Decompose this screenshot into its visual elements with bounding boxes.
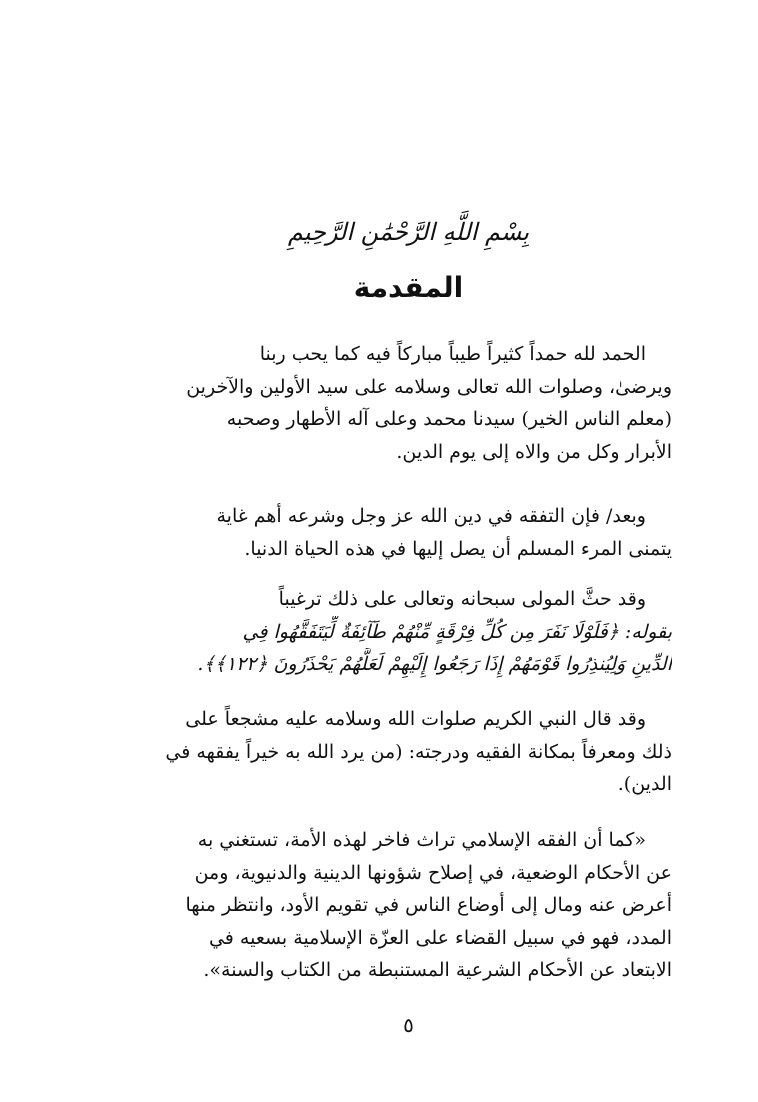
quran-verse-line: الدِّينِ وَلِيُنذِرُوا قَوْمَهُمْ إِذَا رَجَعُوا إِلَيْهِمْ لَعَلَّهُمْ يَحْذَرُونَ ﴿١٢٢﴾﴾. [197, 653, 672, 675]
page-title: المقدمة [353, 271, 464, 304]
page-number: ٥ [403, 1013, 414, 1037]
text-line: «كما أن الفقه الإسلامي تراث فاخر لهذه الأمة، تستغني به [197, 829, 646, 851]
text-line: وقد قال النبي الكريم صلوات الله وسلامه عليه مشجعاً على [185, 708, 646, 730]
basmala-heading: بِسْمِ اللَّهِ الرَّحْمَٰنِ الرَّحِيمِ [287, 218, 530, 246]
paragraph-quran-verse [145, 583, 672, 681]
text-line: المدد، فهو في سبيل القضاء على العزّة الإسلامية بسعيه في [208, 926, 672, 949]
book-page [145, 0, 672, 1102]
paragraph-hadith [145, 703, 672, 801]
text-line: وقد حثَّ المولى سبحانه وتعالى على ذلك ترغيباً [278, 588, 646, 610]
text-line: (معلم الناس الخير) سيدنا محمد وعلى آله الأطهار وصحبه [226, 408, 672, 430]
text-line: الابتعاد عن الأحكام الشرعية المستنبطة من الكتاب والسنة». [203, 959, 672, 981]
text-line: وبعد/ فإن التفقه في دين الله عز وجل وشرعه أهم غاية [216, 505, 646, 527]
text-line: الأبرار وكل من والاه إلى يوم الدين. [396, 440, 672, 463]
text-line: الدين). [617, 773, 672, 795]
text-line: أعرض عنه ومال إلى أوضاع الناس في تقويم الأود، وانتظر منها [185, 894, 672, 916]
paragraph-quotation [145, 824, 672, 987]
text-line: ذلك ومعرفاً بمكانة الفقيه ودرجته: (من يرد الله به خيراً يفقهه في [165, 740, 672, 763]
quran-verse-line: بقوله: ﴿فَلَوْلَا نَفَرَ مِن كُلِّ فِرْقَةٍ مِّنْهُمْ طَآئِفَةٌ لِّيَتَفَقَّهُوا فِي [242, 620, 672, 643]
text-line: عن الأحكام الوضعية، في إصلاح شؤونها الدينية والدنيوية، ومن [194, 861, 672, 884]
text-line: الحمد لله حمداً كثيراً طيباً مباركاً فيه كما يحب ربنا [259, 343, 646, 365]
paragraph-intro [145, 500, 672, 565]
text-line: ويرضىٰ، وصلوات الله تعالى وسلامه على سيد الأولين والآخرين [186, 375, 672, 398]
paragraph-praise [145, 338, 672, 468]
text-line: يتمنى المرء المسلم أن يصل إليها في هذه الحياة الدنيا. [244, 537, 672, 560]
